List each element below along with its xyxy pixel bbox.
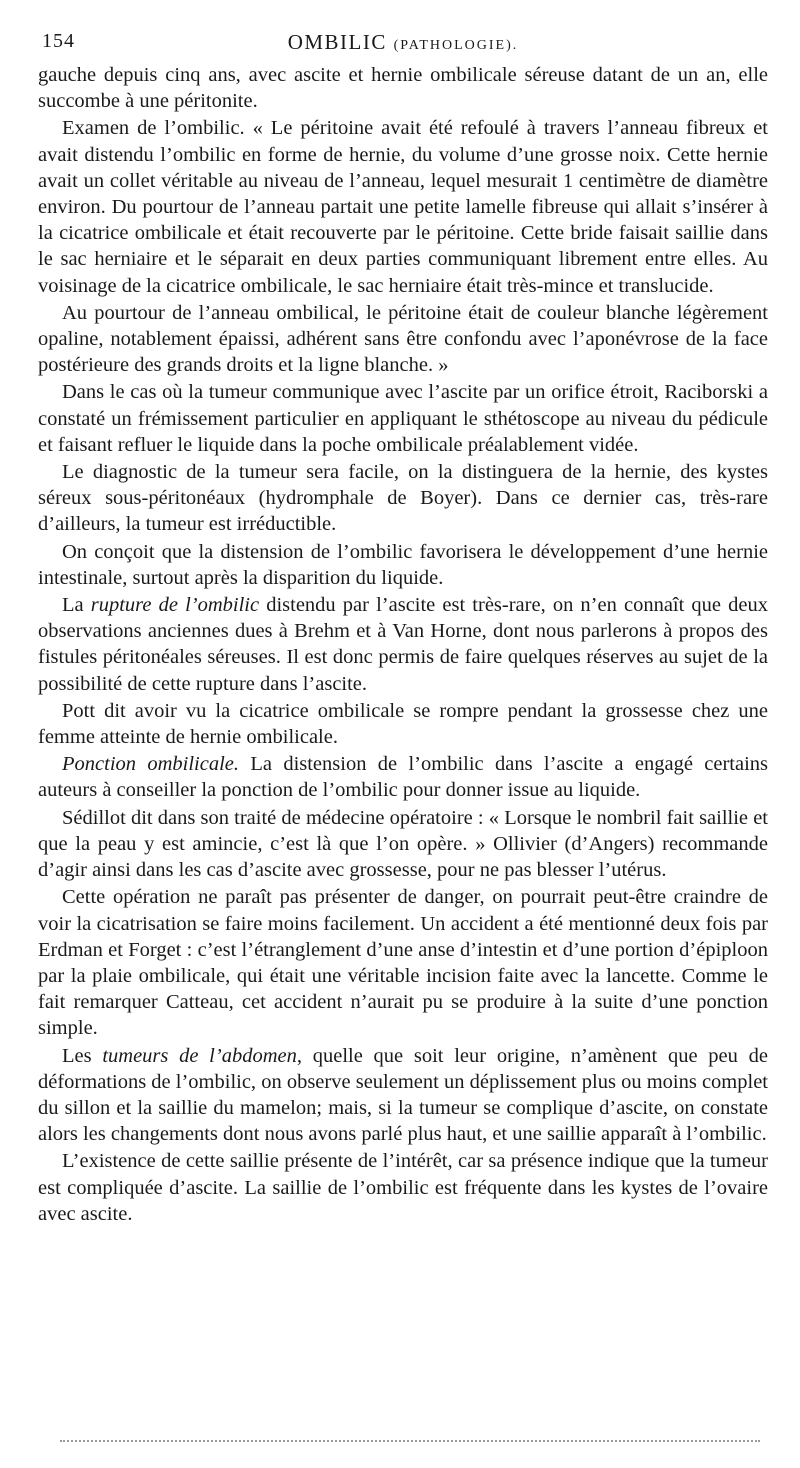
paragraph-ombilic-examen: Examen de l’ombilic. « Le péritoine avait été refoulé à travers l’anneau fibreux et avait distendu l’ombilic en forme de hernie, du volume d’une grosse noix. Cette hernie avait un collet véritable au niveau de l’anneau, lequel mesurait 1 centimètre de diamètre environ. Du pourtour de l’anneau partait une petite lamelle fibreuse qui allait s’insérer à la cicatrice ombilicale et était recouverte par le péritoine. Cette bride faisait saillie dans le sac herniaire et le séparait en deux parties communiquant librement entre elles. Au voisinage de la cicatrice ombilicale, le sac herniaire était très-mince et translucide. [38,117,768,297]
running-head [38,22,768,62]
paragraph-sedillot: Sédillot dit dans son traité de médecine opératoire : « Lorsque le nombril fait saillie et que la peau y est amincie, c’est là que l’on opère. » Ollivier (d’Angers) recommande d’agir ainsi dans les cas d’ascite avec grossesse, pour ne pas blesser l’utérus. [38,806,768,882]
paragraph-anneau-ombilical: Au pourtour de l’anneau ombilical, le péritoine était de couleur blanche légèrement opaline, notablement épaissi, adhérent sans être confondu avec l’aponévrose de la face postérieure des grands droits et la ligne blanche. » [38,301,768,377]
paragraph-ponction-text: La distension de l’ombilic dans l’ascite a engagé certains auteurs à conseiller la ponction de l’ombilic pour donner issue au liquide. [38,753,768,802]
running-title [38,30,768,55]
paragraph-rupture-text: distendu par l’ascite est très-rare, on n’en connaît que deux observations anciennes dues à Brehm et à Van Horne, dont nous parlerons à propos des fistules péritonéales séreuses. Il est donc permis de faire quelques réserves au sujet de la possibilité de cette rupture dans l’ascite. [38,594,769,695]
bottom-rule [60,1440,760,1442]
paragraph-tumeurs-lead: Les [62,1044,103,1067]
page-number: 154 [42,30,75,52]
paragraph-hernie-intestinale: On conçoit que la distension de l’ombilic favorisera le développement d’une hernie intestinale, surtout après la disparition du liquide. [38,540,768,589]
paragraph-rupture-lead: La [62,594,91,617]
paragraph-continued: gauche depuis cinq ans, avec ascite et hernie ombilicale séreuse datant de un an, elle succombe à une péritonite. [38,64,768,113]
paragraph-diagnostic: Le diagnostic de la tumeur sera facile, on la distinguera de la hernie, des kystes séreux sous-péritonéaux (hydromphale de Boyer). Dans ce dernier cas, très-rare d’ailleurs, la tumeur est irréductible. [38,461,768,536]
paragraph-tumeurs-emphasis: tumeurs de l’abdomen [102,1044,297,1067]
paragraph-tumeurs-text: , quelle que soit leur origine, n’amènent que peu de déformations de l’ombilic, on observe seulement un déplissement plus ou moins complet du sillon et la saillie du mamelon; mais, si la tumeur se complique d’ascite, on constate alors les changements dont nous avons parlé plus haut, et une saillie apparaît à l’ombilic. [38,1044,768,1146]
paragraph-raciborski: Dans le cas où la tumeur communique avec l’ascite par un orifice étroit, Raciborski a constaté un frémissement particulier en appliquant le sthétoscope au niveau du pédicule et faisant refluer le liquide dans la poche ombilicale préalablement vidée. [38,381,768,456]
paragraph-pott: Pott dit avoir vu la cicatrice ombilicale se rompre pendant la grossesse chez une femme atteinte de hernie ombilicale. [38,699,768,749]
paragraph-rupture [38,592,768,697]
paragraph-tumeurs [38,1043,768,1148]
paragraph-saillie: L’existence de cette saillie présente de l’intérêt, car sa présence indique que la tumeur est compliquée d’ascite. La saillie de l’ombilic est fréquente dans les kystes de l’ovaire avec ascite. [38,1150,768,1225]
body-text [38,62,768,1227]
book-page [38,22,768,1227]
paragraph-ponction-emphasis: Ponction ombilicale. [62,753,240,776]
paragraph-operation: Cette opération ne paraît pas présenter de danger, on pourrait peut-être craindre de voir la cicatrisation se faire moins facilement. Un accident a été mentionné deux fois par Erdman et Forget : c’est l’étranglement d’une anse d’intestin et d’une portion d’épiploon par la plaie ombilicale, qui était une véritable incision faite avec la lancette. Comme le fait remarquer Catteau, cet accident n’aurait pu se produire à la suite d’une ponction simple. [38,886,768,1040]
paragraph-ponction [38,751,768,803]
running-title-main: OMBILIC [287,30,387,54]
paragraph-rupture-emphasis: rupture de l’ombilic [90,594,260,617]
running-title-sub: (PATHOLOGIE). [393,38,519,53]
